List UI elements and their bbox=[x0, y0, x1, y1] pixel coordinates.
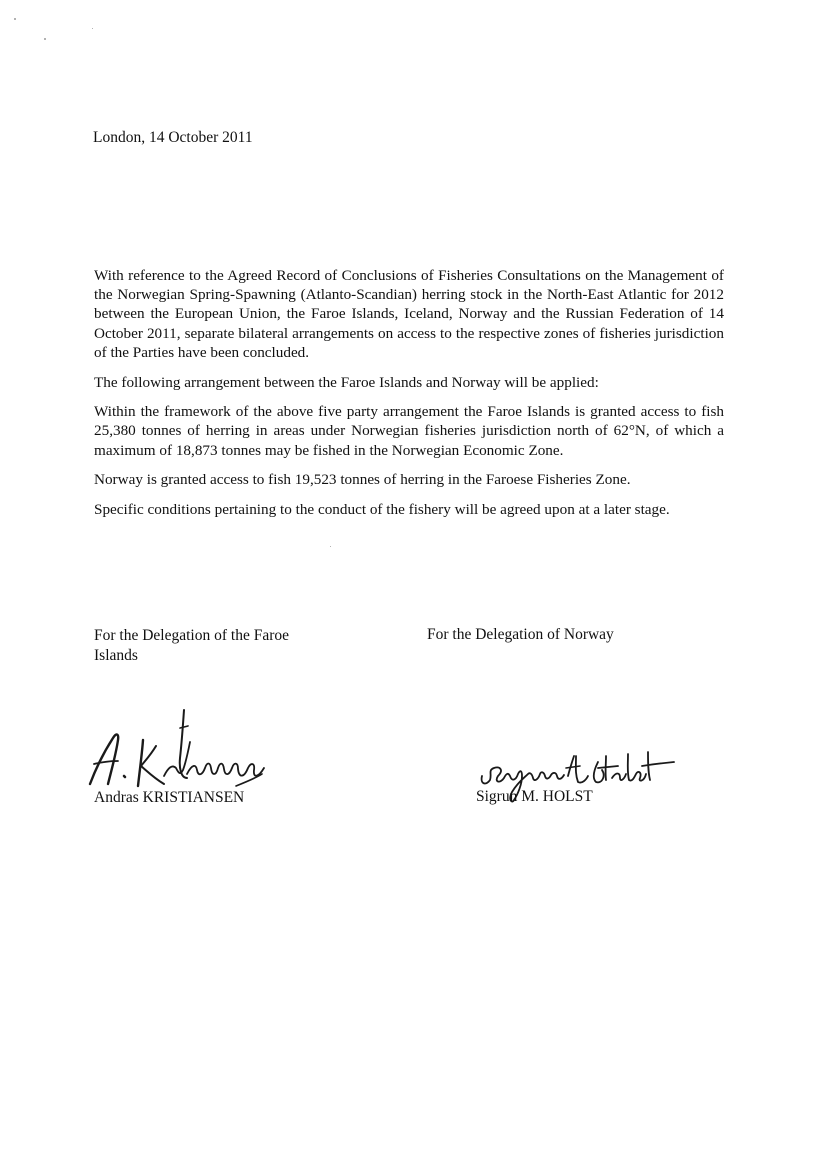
paragraph-conditions: Specific conditions pertaining to the conduct of the fishery will be agreed upon at a later stage. bbox=[94, 501, 670, 519]
delegation-faroe-label: For the Delegation of the Faroe Islands bbox=[94, 627, 289, 664]
signatory-name-faroe: Andras KRISTIANSEN bbox=[94, 789, 245, 806]
paragraph-arrangement-intro: The following arrangement between the Faroe Islands and Norway will be applied: bbox=[94, 373, 599, 391]
scan-speck bbox=[92, 28, 93, 29]
scan-speck bbox=[330, 546, 331, 547]
scan-speck bbox=[14, 18, 16, 20]
scan-speck bbox=[44, 38, 46, 40]
paragraph-faroe-access: Within the framework of the above five party arrangement the Faroe Islands is granted access to fish 25,380 tonnes of herring in areas under Norwegian fisheries jurisdiction north of 62°N, of which a maximum of 18,873 tonnes may be fished in the Norwegian Economic Zone. bbox=[94, 403, 724, 459]
paragraph-reference: With reference to the Agreed Record of Conclusions of Fisheries Consultations on the Management of the Norwegian Spring-Spawning (Atlanto-Scandian) herring stock in the North-East Atlantic for 2012 between the European Union, the Faroe Islands, Iceland, Norway and the Russian Federation of 14 October 2011, separate bilateral arrangements on access to the respective zones of fisheries jurisdiction of the Parties have been concluded. bbox=[94, 267, 724, 361]
signatory-name-norway: Sigrun M. HOLST bbox=[476, 788, 593, 805]
delegation-norway-label: For the Delegation of Norway bbox=[427, 626, 614, 643]
place-date: London, 14 October 2011 bbox=[93, 129, 253, 146]
paragraph-norway-access: Norway is granted access to fish 19,523 tonnes of herring in the Faroese Fisheries Zone. bbox=[94, 471, 631, 489]
letter-body bbox=[94, 266, 724, 530]
